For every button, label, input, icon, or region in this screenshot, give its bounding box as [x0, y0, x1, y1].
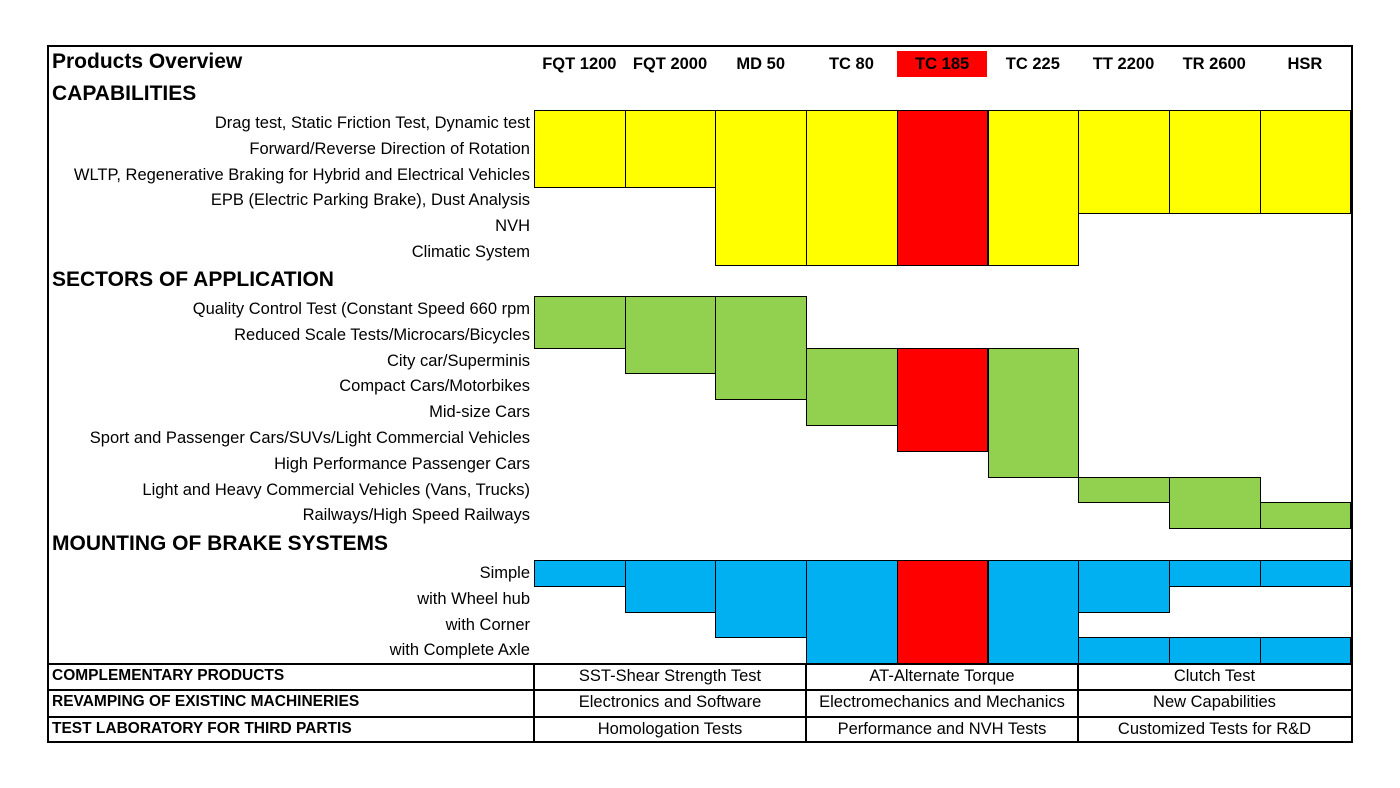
row-label-compact-cars-motorbikes: Compact Cars/Motorbikes	[339, 377, 530, 396]
mounting-block-tc-225	[988, 560, 1080, 664]
capabilities-block-tc-80	[806, 110, 898, 266]
row-label-reduced-scale-tests-microcars-bicycles: Reduced Scale Tests/Microcars/Bicycles	[234, 325, 530, 344]
bottom-row-label: COMPLEMENTARY PRODUCTS	[52, 667, 285, 684]
sectors-block-fqt-1200	[534, 296, 626, 349]
bottom-cell-sst-shear-strength-test: SST-Shear Strength Test	[578, 667, 762, 685]
row-label-drag-test-static-friction-test-dynamic-test: Drag test, Static Friction Test, Dynamic test	[214, 114, 530, 132]
row-label-climatic-system: Climatic System	[411, 243, 530, 261]
row-label-mid-size-cars: Mid-size Cars	[429, 403, 530, 422]
column-header-fqt-2000: FQT 2000	[632, 55, 708, 73]
sectors-block-md-50	[715, 296, 807, 400]
column-header-tr-2600: TR 2600	[1182, 55, 1246, 73]
sectors-block-hsr	[1260, 502, 1352, 529]
bottom-cell-customized-tests-for-r-d: Customized Tests for R&D	[1117, 719, 1312, 738]
row-label-light-and-heavy-commercial-vehicles-vans-trucks: Light and Heavy Commercial Vehicles (Vans, Trucks)	[142, 480, 530, 499]
row-label-high-performance-passenger-cars: High Performance Passenger Cars	[274, 454, 530, 473]
page-title: Products Overview	[52, 50, 243, 73]
row-label-epb-electric-parking-brake-dust-analysis: EPB (Electric Parking Brake), Dust Analysis	[210, 191, 530, 210]
row-label-with-corner: with Corner	[445, 615, 530, 634]
section-title-capabilities: CAPABILITIES	[52, 82, 197, 105]
bottom-cell-performance-and-nvh-tests: Performance and NVH Tests	[837, 719, 1047, 738]
bottom-divider	[1077, 663, 1079, 742]
mounting-block-hsr	[1260, 560, 1352, 587]
row-label-sport-and-passenger-cars-suvs-light-commercial-vehicles: Sport and Passenger Cars/SUVs/Light Commercial Vehicles	[89, 429, 530, 447]
sectors-block-tc-225	[988, 348, 1080, 478]
sectors-block-tt-2200	[1078, 477, 1170, 504]
row-label-quality-control-test-constant-speed-660-rpm: Quality Control Test (Constant Speed 660 rpm	[192, 300, 530, 318]
capabilities-block-md-50	[715, 110, 807, 266]
sectors-block-tc-185	[897, 348, 989, 452]
mounting-block-fqt-1200	[534, 560, 626, 587]
column-header-fqt-1200: FQT 1200	[542, 55, 617, 73]
column-header-tc-80: TC 80	[828, 55, 874, 73]
bottom-cell-at-alternate-torque: AT-Alternate Torque	[869, 667, 1015, 685]
column-header-tt-2200: TT 2200	[1092, 55, 1155, 73]
section-title-mounting: MOUNTING OF BRAKE SYSTEMS	[52, 532, 389, 555]
capabilities-block-fqt-2000	[625, 110, 717, 188]
bottom-cell-homologation-tests: Homologation Tests	[597, 719, 743, 738]
bottom-divider	[533, 663, 535, 742]
mounting-block-hsr	[1260, 637, 1352, 664]
capabilities-block-tc-225	[988, 110, 1080, 266]
mounting-block-md-50	[715, 560, 807, 638]
row-label-wltp-regenerative-braking-for-hybrid-and-electrical-vehicles: WLTP, Regenerative Braking for Hybrid and Electrical Vehicles	[73, 165, 530, 184]
mounting-block-tr-2600	[1169, 560, 1261, 587]
row-label-railways-high-speed-railways: Railways/High Speed Railways	[302, 506, 530, 525]
section-title-sectors: SECTORS OF APPLICATION	[52, 268, 334, 291]
bottom-cell-electronics-and-software: Electronics and Software	[578, 693, 762, 712]
mounting-block-tt-2200	[1078, 560, 1170, 613]
row-label-nvh: NVH	[495, 217, 530, 236]
row-label-with-wheel-hub: with Wheel hub	[417, 589, 530, 608]
sectors-block-tc-80	[806, 348, 898, 426]
mounting-block-fqt-2000	[625, 560, 717, 613]
column-header-tc-185: TC 185	[897, 51, 988, 77]
column-header-md-50: MD 50	[736, 55, 786, 73]
bottom-cell-electromechanics-and-mechanics: Electromechanics and Mechanics	[819, 693, 1065, 712]
mounting-block-tc-80	[806, 560, 898, 664]
row-label-city-car-superminis: City car/Superminis	[386, 351, 530, 370]
capabilities-block-tr-2600	[1169, 110, 1261, 214]
capabilities-block-fqt-1200	[534, 110, 626, 188]
capabilities-block-tc-185	[897, 110, 989, 266]
bottom-cell-clutch-test: Clutch Test	[1173, 667, 1256, 685]
sectors-block-tr-2600	[1169, 477, 1261, 530]
column-header-hsr: HSR	[1287, 55, 1323, 73]
row-label-with-complete-axle: with Complete Axle	[389, 641, 530, 660]
bottom-row-label: TEST LABORATORY FOR THIRD PARTIS	[52, 719, 352, 737]
bottom-divider	[805, 663, 807, 742]
sectors-block-fqt-2000	[625, 296, 717, 374]
capabilities-block-tt-2200	[1078, 110, 1170, 214]
mounting-block-tc-185	[897, 560, 989, 664]
column-header-tc-225: TC 225	[1005, 55, 1060, 73]
row-label-forward-reverse-direction-of-rotation: Forward/Reverse Direction of Rotation	[249, 139, 530, 158]
bottom-cell-new-capabilities: New Capabilities	[1153, 693, 1276, 712]
mounting-block-tr-2600	[1169, 637, 1261, 664]
capabilities-block-hsr	[1260, 110, 1352, 214]
mounting-block-tt-2200	[1078, 637, 1170, 664]
row-label-simple: Simple	[479, 564, 530, 582]
bottom-row-label: REVAMPING OF EXISTINC MACHINERIES	[52, 693, 360, 711]
